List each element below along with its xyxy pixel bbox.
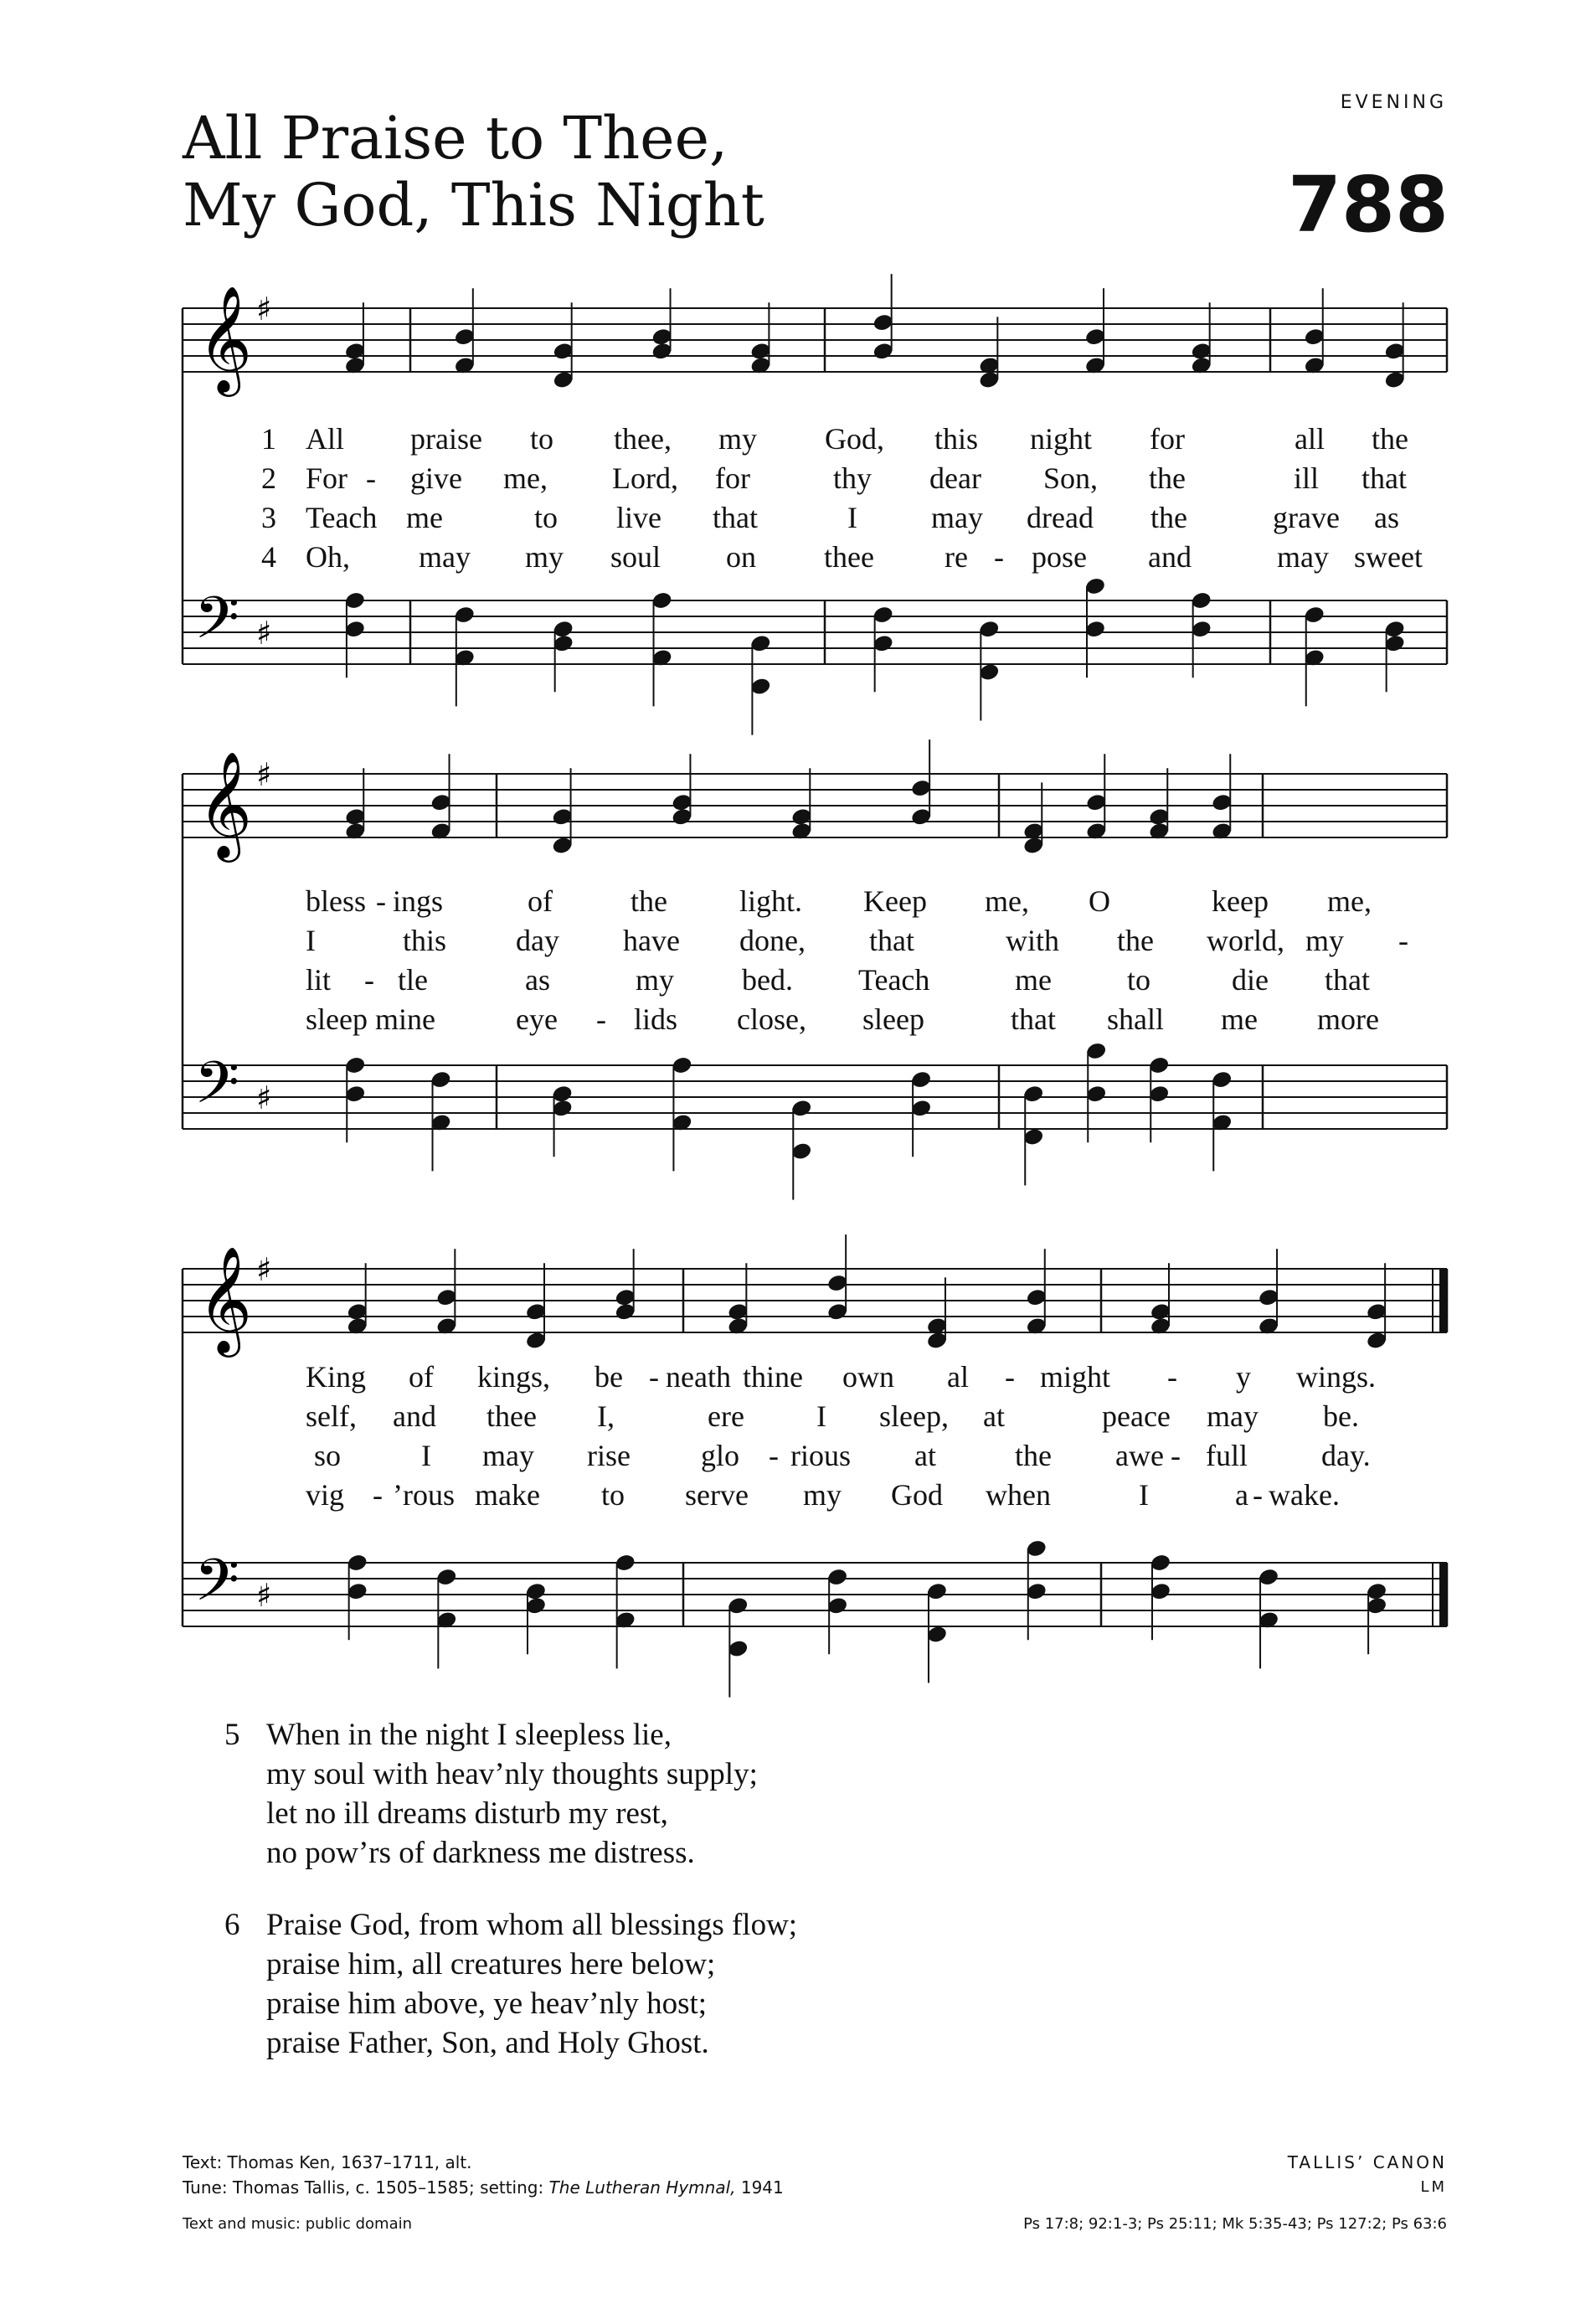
lyric-syllable: eye bbox=[516, 1002, 558, 1036]
lyric-syllable: I, bbox=[597, 1399, 615, 1433]
lyric-syllable: Son, bbox=[1043, 461, 1099, 495]
lyric-syllable: as bbox=[525, 963, 550, 997]
lyric-syllable: my bbox=[718, 422, 758, 456]
lyric-syllable: that bbox=[1362, 461, 1407, 495]
lyric-syllable: and bbox=[1148, 540, 1192, 574]
lyric-syllable: me bbox=[1015, 963, 1052, 997]
lyric-syllable: my bbox=[1305, 924, 1345, 957]
lyric-syllable: when bbox=[986, 1478, 1051, 1512]
lyric-syllable: kings, bbox=[477, 1360, 551, 1394]
syllable-hyphen: - bbox=[364, 963, 374, 997]
lyric-syllable: to bbox=[601, 1478, 625, 1512]
lyric-syllable: the bbox=[1015, 1439, 1052, 1472]
lyric-syllable: this bbox=[403, 924, 447, 957]
syllable-hyphen: - bbox=[366, 461, 376, 495]
syllable-hyphen: - bbox=[769, 1439, 779, 1472]
lyric-syllable: the bbox=[1149, 461, 1186, 495]
lyric-syllable: as bbox=[1374, 501, 1399, 534]
stanza-number: 5 bbox=[224, 1718, 240, 1752]
credits bbox=[183, 2150, 784, 2237]
lyric-syllable: the bbox=[1372, 422, 1408, 456]
lyric-syllable: make bbox=[475, 1478, 540, 1512]
lyric-syllable: ill bbox=[1294, 461, 1320, 495]
stanza-line: no pow’rs of darkness me distress. bbox=[266, 1836, 695, 1870]
lyric-syllable: own bbox=[842, 1360, 894, 1394]
lyric-syllable: I bbox=[847, 501, 857, 534]
lyric-syllable: Lord, bbox=[612, 461, 678, 495]
syllable-hyphen: - bbox=[1167, 1360, 1177, 1394]
lyric-syllable: serve bbox=[685, 1478, 749, 1512]
syllable-hyphen: - bbox=[376, 884, 386, 918]
syllable-hyphen: - bbox=[596, 1002, 606, 1036]
lyric-syllable: my bbox=[636, 963, 675, 997]
lyric-syllable: at bbox=[983, 1399, 1005, 1433]
lyric-syllable: rious bbox=[790, 1439, 851, 1472]
lyric-syllable: lit bbox=[306, 963, 332, 997]
lyric-syllable: night bbox=[1030, 422, 1093, 456]
text-credit: Text: Thomas Ken, 1637–1711, alt. bbox=[183, 2152, 472, 2172]
verse-number: 2 bbox=[261, 461, 276, 495]
lyric-syllable: close, bbox=[737, 1002, 806, 1036]
lyric-syllable: all bbox=[1295, 422, 1325, 456]
lyric-syllable: on bbox=[726, 540, 756, 574]
lyric-syllable: me, bbox=[985, 884, 1029, 918]
lyric-syllable: pose bbox=[1032, 540, 1087, 574]
sharp-icon: ♯ bbox=[256, 615, 272, 652]
lyric-syllable: rise bbox=[587, 1439, 631, 1472]
lyric-syllable: bless bbox=[306, 884, 366, 918]
lyric-syllable: awe bbox=[1115, 1439, 1164, 1472]
verse-number: 1 bbox=[261, 422, 276, 456]
stanza-line: praise him above, ye heav’nly host; bbox=[266, 1986, 708, 2021]
sharp-icon: ♯ bbox=[256, 1577, 272, 1614]
stanza-number: 6 bbox=[224, 1908, 240, 1942]
lyric-syllable: may bbox=[1207, 1399, 1259, 1433]
final-barline bbox=[1439, 1269, 1447, 1332]
lyric-syllable: me, bbox=[503, 461, 548, 495]
meter: LM bbox=[1420, 2178, 1447, 2196]
lyric-syllable: Keep bbox=[863, 884, 927, 918]
lyric-syllable: that bbox=[869, 924, 914, 957]
lyric-syllable: more bbox=[1317, 1002, 1379, 1036]
lyric-syllable: ere bbox=[708, 1399, 744, 1433]
lyric-syllable: thee bbox=[824, 540, 874, 574]
lyric-syllable: keep bbox=[1212, 884, 1269, 918]
lyric-syllable: to bbox=[530, 422, 554, 456]
lyric-syllable: soul bbox=[610, 540, 661, 574]
sharp-icon: ♯ bbox=[256, 756, 272, 793]
lyric-syllable: of bbox=[409, 1360, 434, 1394]
lyric-syllable: lids bbox=[634, 1002, 678, 1036]
stanza-line: praise Father, Son, and Holy Ghost. bbox=[266, 2026, 709, 2060]
lyric-syllable: shall bbox=[1107, 1002, 1164, 1036]
lyric-syllable: glo bbox=[701, 1439, 740, 1472]
syllable-hyphen: - bbox=[1005, 1360, 1015, 1394]
lyric-syllable: Teach bbox=[858, 963, 930, 997]
lyric-syllable: re bbox=[945, 540, 968, 574]
lyric-syllable: dear bbox=[929, 461, 981, 495]
lyric-syllable: vig bbox=[306, 1478, 345, 1512]
lyric-syllable: give bbox=[410, 461, 462, 495]
lyric-syllable: wings. bbox=[1296, 1360, 1377, 1394]
syllable-hyphen: - bbox=[1253, 1478, 1263, 1512]
lyric-syllable: me bbox=[406, 501, 443, 534]
lyric-syllable: me, bbox=[1327, 884, 1372, 918]
lyric-syllable: y bbox=[1236, 1360, 1251, 1394]
lyric-syllable: full bbox=[1206, 1439, 1248, 1472]
sharp-icon: ♯ bbox=[256, 1251, 272, 1288]
hymn-number: 788 bbox=[1287, 160, 1449, 250]
treble-clef-icon: 𝄞 bbox=[198, 1245, 253, 1353]
title-line-2: My God, This Night bbox=[183, 171, 764, 240]
lyric-syllable: sweet bbox=[1354, 540, 1423, 574]
verse-number: 4 bbox=[261, 540, 276, 574]
stanza-line: my soul with heav’nly thoughts supply; bbox=[266, 1757, 758, 1791]
lyric-syllable: neath bbox=[666, 1360, 731, 1394]
lyric-syllable: with bbox=[1006, 924, 1060, 957]
lyric-syllable: Oh, bbox=[306, 540, 350, 574]
lyric-syllable: of bbox=[528, 884, 553, 918]
lyric-syllable: day. bbox=[1321, 1439, 1371, 1472]
lyric-syllable: dread bbox=[1027, 501, 1094, 534]
lyric-syllable: have bbox=[623, 924, 680, 957]
lyric-syllable: live bbox=[616, 501, 661, 534]
lyric-syllable: my bbox=[525, 540, 564, 574]
lyric-syllable: God, bbox=[825, 422, 884, 456]
lyric-syllable: ’rous bbox=[393, 1478, 455, 1512]
lyric-syllable: I bbox=[816, 1399, 826, 1433]
sharp-icon: ♯ bbox=[256, 291, 272, 327]
lyric-syllable: and bbox=[393, 1399, 436, 1433]
lyric-syllable: done, bbox=[739, 924, 806, 957]
lyric-syllable: All bbox=[306, 422, 345, 456]
lyric-syllable: thee, bbox=[614, 422, 672, 456]
lyric-syllable: for bbox=[1150, 422, 1185, 456]
lyric-syllable: I bbox=[306, 924, 316, 957]
syllable-hyphen: - bbox=[373, 1478, 383, 1512]
lyric-syllable: at bbox=[914, 1439, 936, 1472]
lyric-syllable: sleep bbox=[306, 1002, 368, 1036]
lyric-syllable: may bbox=[419, 540, 471, 574]
lyric-syllable: for bbox=[715, 461, 750, 495]
lyric-syllable: this bbox=[934, 422, 979, 456]
lyric-syllable: be bbox=[595, 1360, 623, 1394]
lyric-syllable: I bbox=[1139, 1478, 1149, 1512]
lyric-syllable: light. bbox=[739, 884, 803, 918]
lyric-syllable: that bbox=[1325, 963, 1370, 997]
lyric-syllable: may bbox=[931, 501, 983, 534]
scripture-references: Ps 17:8; 92:1-3; Ps 25:11; Mk 5:35-43; Ps 127:2; Ps 63:6 bbox=[1023, 2215, 1447, 2233]
lyric-syllable: the bbox=[1150, 501, 1187, 534]
lyric-syllable: thine bbox=[743, 1360, 803, 1394]
lyric-syllable: thee bbox=[486, 1399, 537, 1433]
verse-number: 3 bbox=[261, 501, 276, 534]
lyric-syllable: wake. bbox=[1269, 1478, 1340, 1512]
lyric-syllable: world, bbox=[1207, 924, 1284, 957]
lyric-syllable: the bbox=[631, 884, 667, 918]
lyric-syllable: ings bbox=[393, 884, 444, 918]
lyric-syllable: my bbox=[803, 1478, 842, 1512]
lyric-syllable: God bbox=[891, 1478, 943, 1512]
lyric-syllable: al bbox=[947, 1360, 969, 1394]
stanza-line: praise him, all creatures here below; bbox=[266, 1947, 716, 1981]
lyric-syllable: to bbox=[1127, 963, 1151, 997]
bass-clef-icon: 𝄢 bbox=[194, 1049, 240, 1131]
copyright: Text and music: public domain bbox=[183, 2215, 413, 2233]
lyric-syllable: praise bbox=[410, 422, 482, 456]
lyric-syllable: sleep, bbox=[879, 1399, 949, 1433]
lyric-syllable: bed. bbox=[742, 963, 793, 997]
treble-clef-icon: 𝄞 bbox=[198, 750, 253, 858]
stanza-line: When in the night I sleepless lie, bbox=[266, 1718, 672, 1752]
lyric-syllable: thy bbox=[833, 461, 873, 495]
lyric-syllable: mine bbox=[375, 1002, 435, 1036]
lyric-syllable: self, bbox=[306, 1399, 357, 1433]
final-barline bbox=[1439, 1563, 1447, 1626]
lyric-syllable: For bbox=[306, 461, 348, 495]
bass-clef-icon: 𝄢 bbox=[194, 584, 240, 666]
treble-clef-icon: 𝄞 bbox=[198, 285, 253, 392]
syllable-hyphen: - bbox=[994, 540, 1004, 574]
stanza-line: Praise God, from whom all blessings flow; bbox=[266, 1908, 798, 1942]
lyric-syllable: I bbox=[421, 1439, 431, 1472]
lyric-syllable: die bbox=[1232, 963, 1269, 997]
stanza-line: let no ill dreams disturb my rest, bbox=[266, 1796, 668, 1831]
lyric-syllable: day bbox=[516, 924, 559, 957]
lyric-syllable: me bbox=[1221, 1002, 1258, 1036]
syllable-hyphen: - bbox=[649, 1360, 659, 1394]
lyric-syllable: to bbox=[534, 501, 559, 534]
syllable-hyphen: - bbox=[1171, 1439, 1181, 1472]
lyric-syllable: the bbox=[1117, 924, 1154, 957]
title-line-1: All Praise to Thee, bbox=[183, 104, 728, 173]
bass-clef-icon: 𝄢 bbox=[194, 1546, 240, 1628]
syllable-hyphen: - bbox=[1398, 924, 1408, 957]
tune-info bbox=[1023, 2150, 1447, 2237]
lyric-syllable: that bbox=[713, 501, 758, 534]
lyric-syllable: King bbox=[306, 1360, 366, 1394]
lyric-syllable: sleep bbox=[862, 1002, 924, 1036]
section-label: EVENING bbox=[1340, 92, 1447, 113]
lyric-syllable: that bbox=[1011, 1002, 1056, 1036]
lyric-syllable: tle bbox=[398, 963, 428, 997]
tune-credit: Tune: Thomas Tallis, c. 1505–1585; setting: The Lutheran Hymnal, 1941 bbox=[183, 2177, 784, 2198]
lyric-syllable: might bbox=[1040, 1360, 1111, 1394]
tune-name: TALLIS’ CANON bbox=[1287, 2152, 1447, 2172]
lyric-syllable: may bbox=[482, 1439, 534, 1472]
lyric-syllable: Teach bbox=[306, 501, 378, 534]
lyric-syllable: grave bbox=[1273, 501, 1340, 534]
stanza-6 bbox=[224, 1905, 798, 2063]
lyric-syllable: so bbox=[314, 1439, 342, 1472]
lyric-syllable: a bbox=[1235, 1478, 1248, 1512]
lyric-syllable: be. bbox=[1323, 1399, 1359, 1433]
stanza-5 bbox=[224, 1715, 758, 1873]
sharp-icon: ♯ bbox=[256, 1080, 272, 1116]
lyric-syllable: O bbox=[1089, 884, 1110, 918]
lyric-syllable: may bbox=[1277, 540, 1329, 574]
lyric-syllable: peace bbox=[1102, 1399, 1171, 1433]
